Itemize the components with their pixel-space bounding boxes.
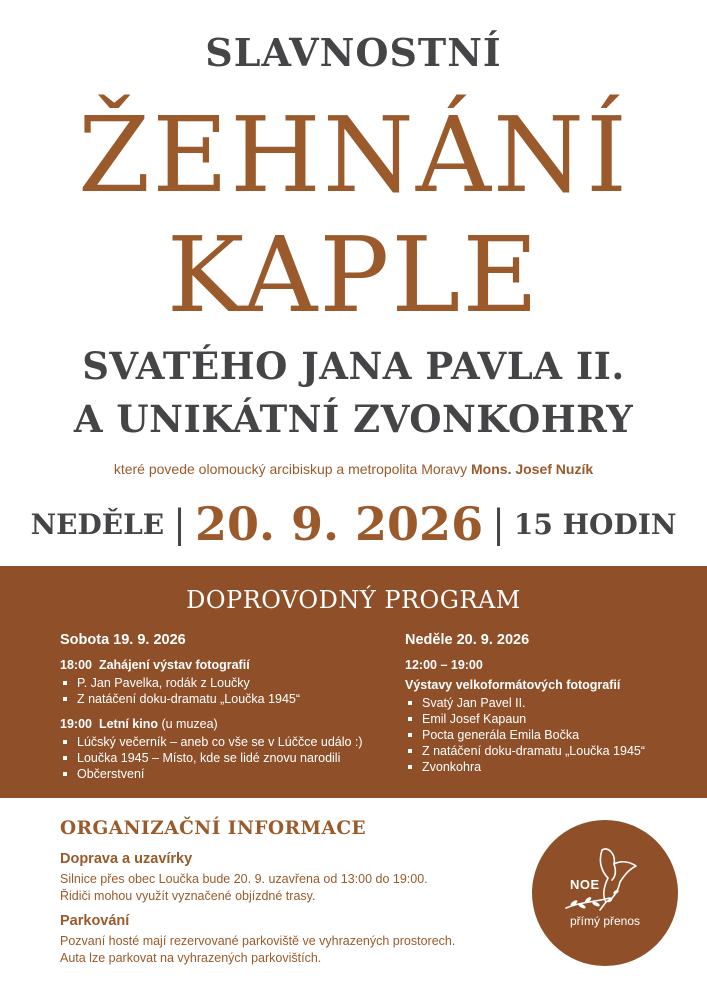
dateline-separator: | xyxy=(492,502,505,546)
list-item: Lúčský večerník – aneb co vše se v Lúččce událo :) xyxy=(77,734,380,750)
sunday-heading: Neděle 20. 9. 2026 xyxy=(405,632,530,648)
sunday-event-list xyxy=(405,695,695,775)
noe-tagline: přímý přenos xyxy=(569,914,641,928)
poster-subtitle-line2: A UNIKÁTNÍ ZVONKOHRY xyxy=(73,397,634,441)
list-item: Svatý Jan Pavel II. xyxy=(422,695,695,711)
list-item: P. Jan Pavelka, rodák z Loučky xyxy=(77,675,380,691)
officiant-name: Mons. Josef Nuzík xyxy=(471,461,594,477)
program-title: DOPROVODNÝ PROGRAM xyxy=(186,586,521,614)
list-item: Občerstvení xyxy=(77,766,380,782)
program-saturday xyxy=(60,632,380,782)
noe-broadcast-badge xyxy=(532,820,678,966)
organization-transport xyxy=(60,851,428,905)
event-time: 15 HODIN xyxy=(513,507,677,541)
event-date: 20. 9. 2026 xyxy=(194,497,484,551)
program-band xyxy=(0,566,707,798)
poster-subtitle-line1: SVATÉHO JANA PAVLA II. xyxy=(82,344,625,388)
parking-heading: Parkování xyxy=(60,913,130,929)
event-day: NEDĚLE xyxy=(30,507,165,541)
parking-line-2: Auta lze parkovat na vyhrazených parkovištích. xyxy=(60,951,322,965)
parking-line-1: Pozvaní hosté mají rezervované parkoviště ve vyhrazených prostorech. xyxy=(60,934,456,948)
officiant-prefix: které povede olomoucký arcibiskup a metropolita Moravy xyxy=(113,461,472,477)
event-time: 18:00 xyxy=(60,658,92,672)
saturday-event-1 xyxy=(60,657,380,673)
event-dateline xyxy=(0,497,707,551)
poster-kicker: SLAVNOSTNÍ xyxy=(205,30,502,75)
list-item: Emil Josef Kapaun xyxy=(422,711,695,727)
list-item: Z natáčení doku-dramatu „Loučka 1945“ xyxy=(422,743,695,759)
poster-title-line1: ŽEHNÁNÍ xyxy=(77,94,630,216)
saturday-event-2-list xyxy=(60,734,380,782)
transport-line-2: Řidiči mohou využít vyznačené objízdné trasy. xyxy=(60,889,316,903)
event-name: Zahájení výstav fotografií xyxy=(98,658,250,672)
saturday-event-1-list xyxy=(60,675,380,707)
saturday-heading: Sobota 19. 9. 2026 xyxy=(60,632,186,648)
sunday-event-time: 12:00 – 19:00 xyxy=(405,658,483,672)
organization-title: ORGANIZAČNÍ INFORMACE xyxy=(60,818,367,839)
noe-logo-text: NOE xyxy=(570,877,600,892)
poster-title-line2: KAPLE xyxy=(166,214,541,336)
list-item: Pocta generála Emila Bočka xyxy=(422,727,695,743)
list-item: Zvonkohra xyxy=(422,759,695,775)
event-note: (u muzea) xyxy=(157,717,218,731)
event-time: 19:00 xyxy=(60,717,92,731)
transport-heading: Doprava a uzavírky xyxy=(60,851,193,867)
list-item: Loučka 1945 – Místo, kde se lidé znovu narodili xyxy=(77,750,380,766)
saturday-event-2 xyxy=(60,716,380,732)
organization-parking xyxy=(60,913,455,967)
list-item: Z natáčení doku-dramatu „Loučka 1945“ xyxy=(77,691,380,707)
officiant-line xyxy=(0,461,707,477)
dateline-separator: | xyxy=(173,502,186,546)
transport-line-1: Silnice přes obec Loučka bude 20. 9. uzavřena od 13:00 do 19:00. xyxy=(60,872,428,886)
program-sunday xyxy=(405,632,695,775)
event-name: Letní kino xyxy=(98,717,158,731)
dove-with-olive-branch-icon xyxy=(532,820,678,966)
sunday-event-name: Výstavy velkoformátových fotografií xyxy=(405,678,621,692)
